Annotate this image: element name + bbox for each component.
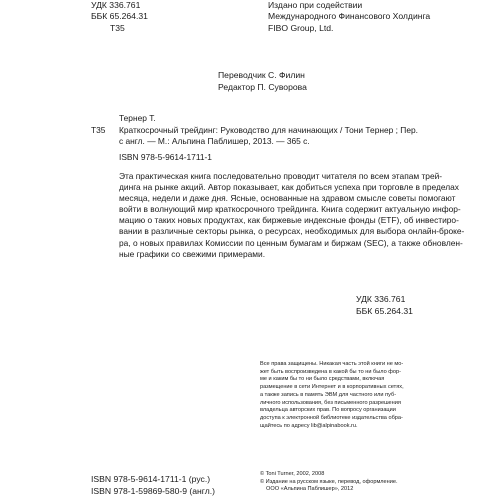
bbk-code-top: ББК 65.264.31 — [91, 11, 148, 21]
author-mark-top: Т35 — [110, 23, 125, 33]
copyright-line: © Toni Turner, 2002, 2008 — [260, 471, 325, 477]
publisher-note-line3: FIBO Group, Ltd. — [268, 23, 334, 33]
isbn-russian: ISBN 978-5-9614-1711-1 (рус.) — [91, 474, 211, 484]
copyright-line: ООО «Альпина Паблишер», 2012 — [266, 486, 354, 493]
udk-code-top: УДК 336.761 — [91, 0, 141, 10]
rights-line: владельца авторских прав. По вопросу организации — [260, 407, 396, 414]
abstract-line: динга на рынке акций. Автор показывает, как добиться успеха при торговле в пределах — [119, 182, 459, 193]
copyright-block — [260, 471, 420, 494]
publisher-note-line1: Издано при содействии — [268, 0, 363, 10]
rights-line: личного использования, без письменного разрешения — [260, 399, 401, 406]
abstract-line: мацию о таких новых продуктах, как биржевые индексные фонды (ETF), об инвестиро- — [119, 215, 459, 226]
abstract-line: вании в различные секторы рынка, о ресурсах, необходимых для выбора онлайн-броке- — [119, 226, 465, 237]
publisher-note-line2: Международного Финансового Холдинга — [268, 11, 431, 21]
bbk-code-bottom: ББК 65.264.31 — [356, 306, 413, 316]
udk-code-bottom: УДК 336.761 — [356, 294, 406, 304]
catalog-author: Тернер Т. — [119, 113, 156, 123]
catalog-mark: Т35 — [91, 125, 106, 135]
rights-line: размещение в сети Интернет и в корпоративных сетях, — [260, 384, 404, 391]
rights-line: щайтесь по адресу lib@alpinabook.ru. — [260, 422, 358, 429]
translator-credit: Переводчик С. Филин — [218, 70, 305, 80]
abstract-line: ра, о новых правилах Комиссии по ценным бумагам и биржам (SEC), а также обновлен- — [119, 237, 463, 248]
rights-line: доступа к электронной библиотеке издательства обра- — [260, 414, 403, 421]
catalog-isbn: ISBN 978-5-9614-1711-1 — [119, 152, 212, 162]
abstract — [119, 171, 465, 260]
catalog-description-line: Краткосрочный трейдинг: Руководство для начинающих / Тони Тернер ; Пер. — [119, 125, 418, 135]
editor-credit: Редактор П. Суворова — [218, 82, 307, 92]
isbn-english: ISBN 978-1-59869-580-9 (англ.) — [91, 486, 216, 496]
abstract-line: Эта практическая книга последовательно проводит читателя по всем этапам трей- — [119, 171, 443, 181]
catalog-description-line: с англ. — М.: Альпина Паблишер, 2013. — 365 с. — [119, 136, 310, 146]
abstract-line: ные графики со свежими примерами. — [119, 248, 266, 259]
abstract-line: месяца, недели и даже дня. Ясные, основанные на здравом смысле советы помогают — [119, 193, 456, 204]
rights-notice — [260, 361, 405, 430]
rights-line: а также запись в память ЭВМ для частного или пуб- — [260, 391, 397, 398]
catalog-description — [119, 125, 419, 147]
copyright-line: © Издание на русском языке, перевод, оформление. — [260, 478, 398, 485]
abstract-line: войти в волнующий мир краткосрочного трейдинга. Книга содержит актуальную инфор- — [119, 204, 461, 215]
rights-line: Все права защищены. Никакая часть этой книги не мо- — [260, 361, 404, 367]
rights-line: ме и каким бы то ни было средствами, включая — [260, 376, 385, 383]
rights-line: жет быть воспроизведена в какой бы то ни было фор- — [260, 368, 401, 375]
